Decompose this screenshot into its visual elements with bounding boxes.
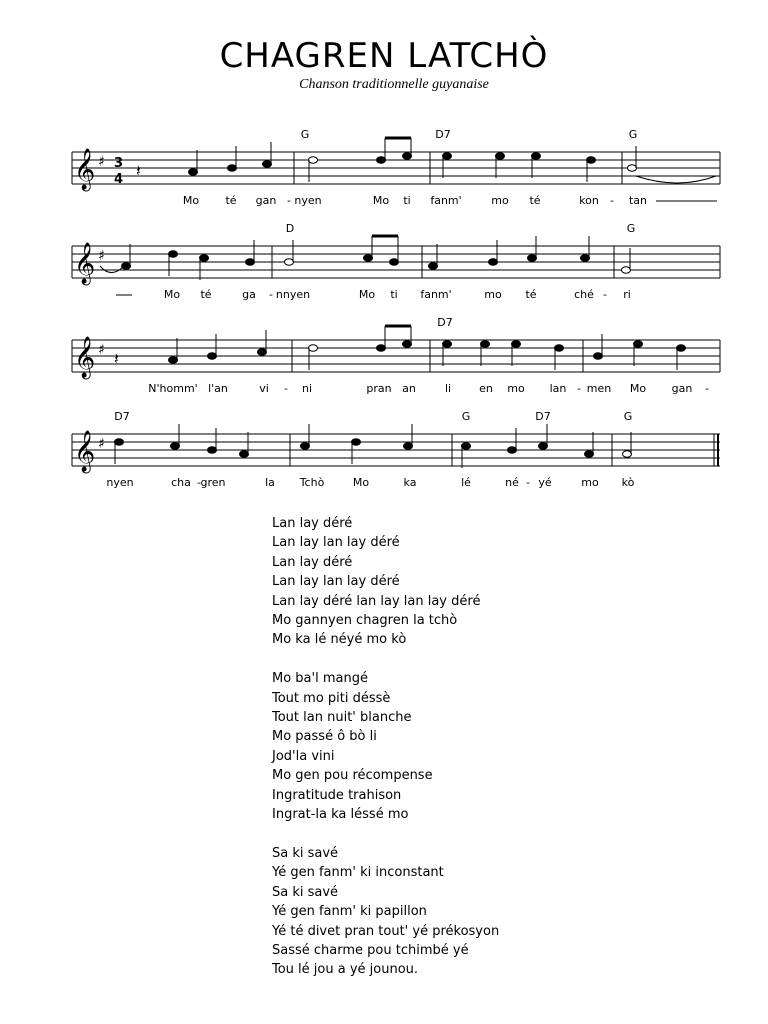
lyric-syllable: Mo <box>372 194 390 207</box>
lyric-syllable: tan <box>628 194 648 207</box>
lyric-syllable: fanm' <box>420 288 452 301</box>
verse-line: Tout lan nuit' blanche <box>272 710 412 726</box>
staff-4 <box>0 410 768 510</box>
lyric-syllable: ti <box>390 288 398 301</box>
verse-3 <box>272 844 499 980</box>
verse-line: Sassé charme pou tchimbé yé <box>272 942 469 958</box>
lyric-syllable: yé <box>538 476 552 489</box>
lyric-syllable: - <box>705 382 709 395</box>
music-system-2 <box>0 222 768 322</box>
time-sig-top: 3 <box>114 156 124 171</box>
lyric-syllable: Tchò <box>299 476 325 489</box>
verse-line: Mo passé ô bò li <box>272 729 377 745</box>
lyric-syllable: l'an <box>208 382 228 395</box>
lyric-syllable: ga <box>242 288 256 301</box>
lyric-syllable: - <box>577 382 581 395</box>
staff-3 <box>0 316 768 416</box>
lyric-syllable: mo <box>581 476 599 489</box>
lyric-syllable: - <box>197 476 201 489</box>
verse-line: Yé gen fanm' ki papillon <box>272 904 427 920</box>
verse-2 <box>272 669 499 824</box>
chord-symbol: G <box>623 410 633 423</box>
lyric-syllable: té <box>200 288 212 301</box>
lyric-syllable: lé <box>461 476 471 489</box>
lyric-syllable: té <box>529 194 541 207</box>
rest-icon: 𝄽 <box>114 349 119 368</box>
lyric-syllable: kò <box>621 476 635 489</box>
lyric-syllable: men <box>586 382 612 395</box>
verse-line: Tou lé jou a yé jounou. <box>272 962 419 978</box>
rest-icon: 𝄽 <box>136 161 141 180</box>
verse-line: Jod'la vini <box>272 748 335 764</box>
verse-line: Mo gannyen chagren la tchò <box>272 613 458 629</box>
music-system-3 <box>0 316 768 416</box>
lyric-syllable: té <box>225 194 237 207</box>
lyric-syllable: nnyen <box>275 288 311 301</box>
lyric-syllable: mo <box>491 194 509 207</box>
verse-line: Lan lay lan lay déré <box>272 574 400 590</box>
lyric-syllable: vi <box>259 382 269 395</box>
lyric-syllable: nyen <box>294 194 322 207</box>
lyric-syllable: an <box>402 382 416 395</box>
lyrics-verses <box>272 514 499 999</box>
verse-line: Lan lay déré <box>272 516 353 531</box>
lyric-syllable: Mo <box>358 288 376 301</box>
verse-1 <box>272 514 499 650</box>
song-subtitle: Chanson traditionnelle guyanaise <box>299 77 489 92</box>
lyric-syllable: li <box>444 382 452 395</box>
verse-line: Lan lay déré <box>272 554 353 570</box>
lyric-syllable: N'homm' <box>148 382 198 395</box>
lyric-syllable: pran <box>366 382 392 395</box>
lyric-syllable: cha <box>171 476 191 489</box>
lyric-syllable: ché <box>574 288 594 301</box>
treble-clef-icon: 𝄞 <box>74 149 96 190</box>
verse-line: Lan lay lan lay déré <box>272 535 400 551</box>
verse-line: Tout mo piti déssè <box>272 690 391 706</box>
chord-symbol: D7 <box>435 128 451 141</box>
chord-symbol: G <box>461 410 471 423</box>
staff-1 <box>0 128 768 228</box>
lyric-syllable: ni <box>301 382 313 395</box>
lyric-syllable: gren <box>200 476 226 489</box>
treble-clef-icon: 𝄞 <box>74 243 96 284</box>
lyric-syllable: la <box>265 476 275 489</box>
lyric-syllable: gan <box>255 194 277 207</box>
lyric-syllable: nyen <box>106 476 134 489</box>
lyric-syllable: en <box>479 382 493 395</box>
lyric-syllable: kon <box>579 194 599 207</box>
time-sig-bottom: 4 <box>114 172 124 187</box>
chord-symbol: D7 <box>437 316 453 329</box>
lyric-syllable: - <box>610 194 614 207</box>
lyric-syllable: - <box>269 288 273 301</box>
chord-symbol: D <box>285 222 295 235</box>
lyric-syllable: ri <box>623 288 631 301</box>
lyric-syllable: - <box>287 194 291 207</box>
lyric-syllable: fanm' <box>430 194 462 207</box>
lyric-syllable: lan <box>549 382 567 395</box>
chord-symbol: D7 <box>114 410 130 423</box>
chord-symbol: G <box>300 128 310 141</box>
lyric-syllable: Mo <box>352 476 370 489</box>
treble-clef-icon: 𝄞 <box>74 337 96 378</box>
chord-symbol: D7 <box>535 410 551 423</box>
verse-line: Sa ki savé <box>272 845 339 861</box>
sharp-icon: ♯ <box>98 154 105 170</box>
lyric-syllable: mo <box>507 382 525 395</box>
lyric-syllable: Mo <box>182 194 200 207</box>
song-title: CHAGREN LATCHÒ <box>219 36 549 76</box>
sharp-icon: ♯ <box>98 342 105 358</box>
chord-symbol: G <box>628 128 638 141</box>
verse-line: Sa ki savé <box>272 884 339 900</box>
music-system-4 <box>0 410 768 510</box>
lyric-syllable: mo <box>484 288 502 301</box>
verse-line: Yé té divet pran tout' yé prékosyon <box>272 923 500 939</box>
lyric-syllable: Mo <box>629 382 647 395</box>
verse-line: Mo gen pou récompense <box>272 768 433 784</box>
verse-line: Lan lay déré lan lay lan lay déré <box>272 593 481 609</box>
sharp-icon: ♯ <box>98 436 105 452</box>
lyric-syllable: té <box>525 288 537 301</box>
verse-line: Mo ka lé néyé mo kò <box>272 632 407 648</box>
lyric-syllable: ka <box>403 476 417 489</box>
treble-clef-icon: 𝄞 <box>74 431 96 472</box>
lyric-syllable: Mo <box>163 288 181 301</box>
chord-symbol: G <box>626 222 636 235</box>
verse-line: Ingratitude trahison <box>272 787 402 803</box>
lyric-syllable: - <box>603 288 607 301</box>
music-system-1 <box>0 128 768 228</box>
lyric-syllable: gan <box>671 382 693 395</box>
lyric-syllable: né <box>505 476 519 489</box>
lyric-syllable: - <box>284 382 288 395</box>
verse-line: Ingrat-la ka léssé mo <box>272 807 409 823</box>
lyric-syllable: ti <box>403 194 411 207</box>
verse-line: Yé gen fanm' ki inconstant <box>272 865 444 881</box>
lyric-syllable: - <box>526 476 530 489</box>
sharp-icon: ♯ <box>98 248 105 264</box>
staff-2 <box>0 222 768 322</box>
verse-line: Mo ba'l mangé <box>272 671 368 687</box>
